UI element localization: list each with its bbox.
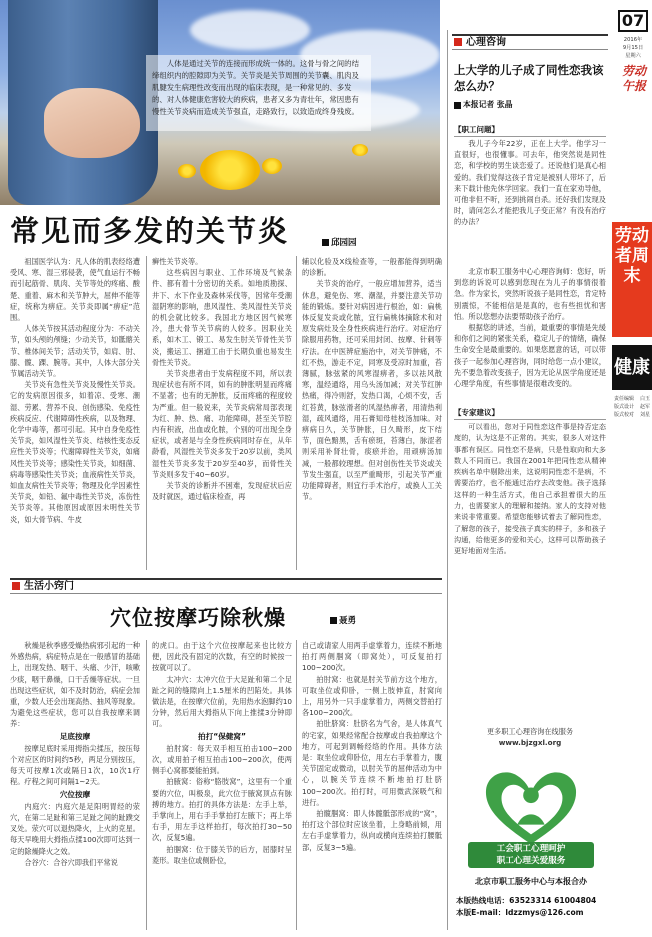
- life-article-column-3: 自己或请家人用两手虚掌着力，连续不断地拍打两侧腘窝（即窝处），可反复拍打100~200次。 拍肘窝：也就是肘关节前方这个地方，可取坐位或仰卧，一侧上肢伸直，肘窝向上，用另外一只手虚掌着力，两侧交替拍打各100~200次。 拍肚脐窝：肚脐名为气舍，是人体真气的宅家，如果经常配合按摩或自我拍摩这个地方，可起到调畅经络的作用。具体方法是：取坐位或仰卧位，用左右手掌着力，腹关节固定或微动，以肘关节的屈伸活动为中心，以腕关节连续不断地拍打肚脐100~200次。拍打时，可用微武深吸气和进行。 拍髋腘窝：即人体髋骶部形成的“窝”，拍打这个部位时应该坐着，上身略前倾，用左右手虚掌着力，纵向或横向连续拍打腰骶部，反复3~5遍。: [302, 641, 442, 852]
- email-link[interactable]: ldzzmys@126.com: [505, 908, 584, 917]
- hotline-number[interactable]: 63523314 61004804: [509, 896, 597, 905]
- promo-slogan: 工会职工心理呵护 职工心理关爱服务: [468, 842, 594, 868]
- life-tips-section-header: 生活小窍门: [10, 578, 442, 594]
- page-number: 07: [618, 10, 648, 32]
- expert-label: 【专家建议】: [454, 407, 606, 420]
- psych-section-header: 心理咨询: [452, 34, 608, 50]
- weekly-subtitle: 健康: [612, 345, 652, 390]
- online-service-note: 更多职工心理咨询在线服务 www.bjzgxl.org: [454, 726, 606, 748]
- main-article-column-2: 癣性关节炎等。 这些病因与职业、工作环境及气候条件、都有着十分密切的关系。如地质勘探、井下、水下作业及森林采伐等，因常年受潮湿阴寒的影响，患风湿性、类风湿性关节炎的机会就比较多。我国北方地区因气候寒冷，患大骨节关节病的人较多。因职业关系，如木工、锻工、易发生肘关节骨性关节炎，搬运工、捆道工由于长期负重也易发生骨性关节炎。 关节炎患者由于发病程度不同，所以表现症状也有所不同，如有的肿胀明显而疼痛不显著；也有的无肿胀，反而疼痛的程度较为严重。但一般说来，关节炎病常局部表现为红、肿、热、痛、功能障碍，甚至关节腔内有积液，出血或化脓，个别的可出现全身症状，或者是与全身性疾病同时存在，从年龄看，风湿性关节炎多发于20岁以前，类风湿性关节炎多发于20岁至40岁，而骨性关节炎则多发于40~60岁。 关节炎的诊断并不困难，发现症状后应及时就医，通过临床检查，再: [152, 257, 292, 502]
- question-label: 【职工问题】: [454, 124, 606, 137]
- promo-organization: 北京市职工服务中心与本报合办: [475, 877, 587, 886]
- expert-text: 可以看出，您对于同性恋这件事是持否定态度的，认为这是不正常的。其实，很多人对这件事都有误区。同性恋不是病，只是性取向和大多数人不同而已。我国在2001年把同性恋从精神疾病名单中剔除出来，这说明同性恋不是病，不需要治疗，也不能通过治疗去改变他。孩子选择这样的一种生活方式，他自己承担着很大的压力，也需要家人的理解和接纳。家人的支持对他来说非常重要。希望您能够试着去了解同性恋，了解您的孩子，接受孩子真实的样子，多和孩子沟通，给他更多的爱和关心，这样可以帮助孩子更好地面对生活。: [454, 422, 606, 556]
- answer-text: 北京市职工服务中心心理咨询师：您好，听到您的诉说可以感到您现在为儿子的事情很着急。作为家长，突然听说孩子是同性恋，肯定特别震惊，不能相信是是真的，也有些担忧和害怕。所以您想办法要帮助孩子治疗。 根据您的讲述，当前，最重要的事情是先缓和你们之间的紧张关系，稳定儿子的情绪，确保生命安全是最重要的。如果您愿意的话，可以带孩子一起参加心理咨询，同时给您一点小建议，先不要急着改变孩子，因为无论从医学角度还是心理学角度，有些事情是很难改变的。: [454, 267, 606, 389]
- hero-caption: 人体是通过关节的连接而形成统一体的。这骨与骨之间的结缔组织内的腔隙即为关节。关节炎是关节周围的关节囊、肌肉及肌腱发生病理性改变而出现的临床表现，是一种常见的、多发的、对人体健康危害较大的疾病，患者又多为青壮年，常因患有慢性关节炎病而造成关节强直，走路致行，以致造成终身残废。: [146, 55, 371, 131]
- psych-article-title: 上大学的儿子成了同性恋我该怎么办？: [454, 63, 604, 93]
- main-article-author: 邱园园: [322, 236, 357, 248]
- editor-credits: 责任编辑 白玉 版式设计 赵军 版式校对 刘星: [614, 396, 650, 418]
- hotline-info: 本版热线电话：63523314 61004804 本版E-mail：ldzzmys@126.com: [456, 896, 597, 917]
- life-article-title: 穴位按摩巧除秋燥: [110, 606, 286, 630]
- hand-figure: [44, 88, 140, 158]
- main-article-title: 常见而多发的关节炎: [10, 214, 290, 248]
- life-article-column-1: 秋燥是秋季感受燥热病邪引起的一种外感热病，病症特点是在一般感冒的基础上，出现发热、咽干、头痛、少汗，咳嗽少痰，咽干鼻燥，口干舌燥等症状。一旦出现这些症状，如不及时防治，病症会加重，少数人还会出现高热、抽风等现象。为避免这些症状，您可以自我按摩来调养： 足底按摩 按摩足底时采用拇指尖揉压，按压每个对应区的时间约5秒，两足分别按压，每天可按摩1次或隔日1次，10次1疗程。疗程之间可间隔1~2天。 穴位按摩 内庭穴：内庭穴是足阳明胃经的荥穴，在第二足趾和第三足趾之间的趾蹼交叉处。荥穴可以退热降火，上火的克星。每天早晚用大拇指点揉100次即可达到一定的除燥降火之效。 合谷穴：合谷穴即我们平常说: [10, 641, 140, 867]
- life-article-author: 聂勇: [330, 614, 356, 626]
- psych-article-author: 本报记者 张晶: [454, 99, 513, 110]
- service-url[interactable]: www.bjzgxl.org: [498, 738, 562, 747]
- main-article-column-3: 辅以化验及X线检查等，一般都能得到明确的诊断。 关节炎的治疗，一般应增加营养，适当休息，避免伤、寒、潮湿，并要注意关节功能的锻炼。要针对病因进行根治，如：扁桃体反复发炎或化脓，宜行扁桃体摘除术和对原发病灶及全身性疾病进行治疗。对症治疗除服用药物，还可采用封闭、按摩、针刺等疗法。在中医辨症施治中，对关节肿痛，不红不热，游走不定，同寒及受凉时加重，苔薄腻，脉弦紧的风寒湿痹者，多以祛风散寒，温经通络，用乌头汤加减；对关节红肿热痛，得冷则舒，发热口渴，心烦不安，舌红苔黄，脉弦滑者的风湿热痹者，用清热利湿，疏风通络，用石膏知母桂枝汤加味。对痹病日久，关节肿胀，日久畸形，皮下结节，面色黯黑，舌有瘀斑，苔薄白，脉涩者则采用补肾壮骨，痰瘀并治，用顽痹汤加减，一般都较理想。但对创伤性关节炎或关节发生强直，以至严重畸形，引起关节严重功能障碍者，则宜行手术治疗，或换人工关节。: [302, 257, 442, 502]
- question-text: 我儿子今年22岁，正在上大学。他学习一直很好，也很懂事。可去年，他突然说是同性恋，和学校的男生谈恋爱了。还说他们是真心相爱的。我们觉得这孩子肯定是被别人带坏了，后来下载计他先休学回家。我们一直在家劝导他，可他非但不听，还到挑闹自杀。还好我们发现及时，请问怎么才能把我儿子变正常？有没有治疗的办法？: [454, 139, 606, 227]
- issue-date: 2016年 9月15日 星期六: [622, 37, 644, 59]
- paper-logo: 劳动午报: [621, 64, 646, 93]
- life-article-column-2: 的虎口。由于这个穴位按摩起来也比较方便，因此没有固定的次数，有空的时候按一按就可以了。 太冲穴：太冲穴位于大足趾和第二个足趾之间的缝隙向上1.5厘米的凹陷处。具体做法是，在按摩穴位前，先用热水泡脚约10分钟，然后用大拇指从下向上推揉3分钟即可。 拍打“保健窝” 拍肘窝：每天双手相互拍击100~200次，或用拍子相互拍击100~200次，使两侧手心窝都要能拍到。 拍腋窝：俗称“胳肢窝”，这里有一个重要的穴位，叫极泉，此穴位于腋窝顶点有脉搏的地方。拍打的具体方法是：左手上举，手掌向上，用右手手掌拍打左腋下；再上举右手，用左手这样拍打，每次拍打30~50次，反复5遍。 拍腘窝：位于膝关节的后方，屈膝时呈菱形。取坐位或侧卧位，: [152, 641, 292, 865]
- flower-icon: [200, 150, 260, 190]
- weekly-title: 劳动者周末: [612, 222, 652, 337]
- main-article-column-1: 祖国医学认为：凡人体的肌表经络遭受风、寒、湿三邪侵袭，使气血运行不畅而引起筋骨、肌肉、关节等处的疼痛、酸楚、重着、麻木和关节肿大，屈伸不能等症，统称为痹症。关节炎即属“痹症”范围。 人体关节按其活动程度分为：不动关节，如头颅的颅缝；少动关节，如骶髂关节、椎体间关节；活动关节，如肩、肘、膝、髋、踝、腕等。其中，人体大部分关节属活动关节。 关节炎有急性关节炎及慢性关节炎。它的发病原因很多，如着凉、受寒、潮湿、劳累、营养不良、创伤感染、免疫性疾病反应、代谢障碍性疾病，以及物理、化学中毒等，都可引起。其中自身免疫性关节炎，如风湿性关节炎、结核性变态反应性关节炎等；代谢障碍性关节炎，如痛风性关节炎等；感染性关节炎，如细菌、病毒等感染性关节炎；血液病性关节炎，如血友病性关节炎等；物理及化学因素性关节炎，如铅、氟中毒性关节炎，冻伤性关节炎等。其他原因或原因未明性关节炎，如大骨节病、牛皮: [10, 257, 140, 524]
- heart-logo-icon: [482, 766, 580, 848]
